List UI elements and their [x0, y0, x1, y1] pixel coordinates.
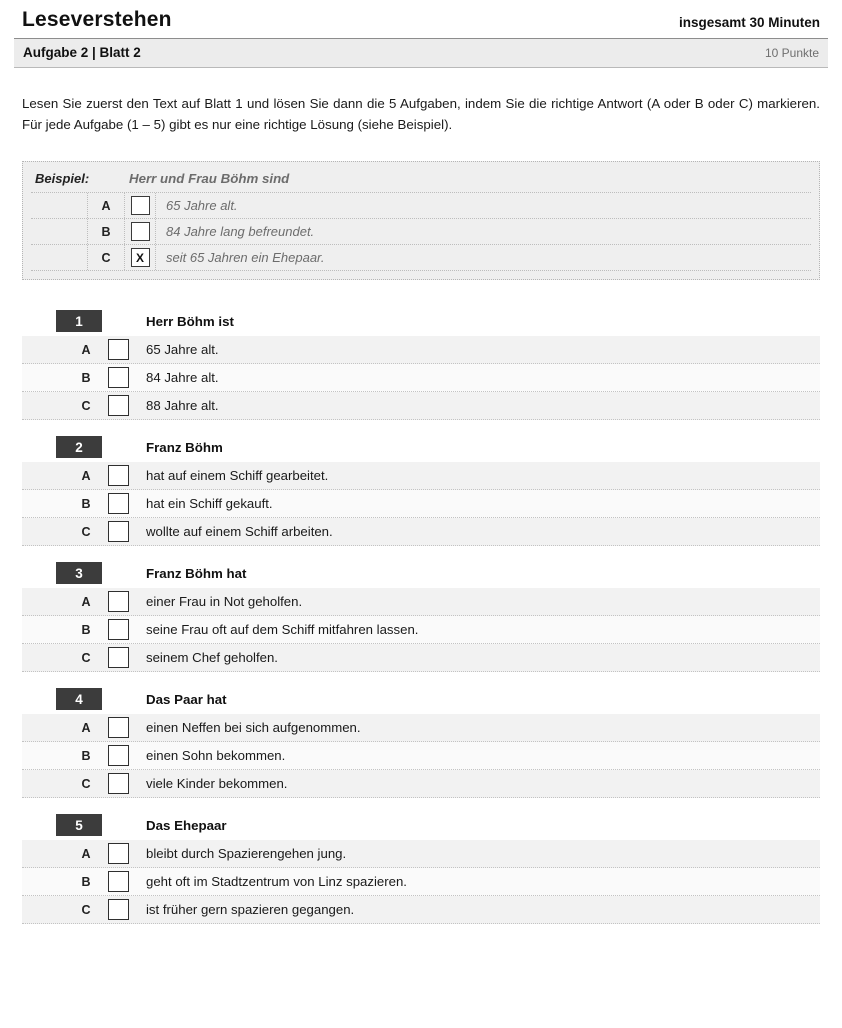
- option-checkbox-cell: [102, 392, 134, 419]
- example-checkbox-cell: [125, 193, 156, 218]
- example-option-letter: B: [87, 219, 125, 244]
- option-row[interactable]: [22, 462, 820, 490]
- option-text: wollte auf einem Schiff arbeiten.: [146, 524, 333, 540]
- option-checkbox[interactable]: [108, 619, 129, 640]
- option-checkbox-cell: [102, 336, 134, 363]
- question-item: [22, 562, 820, 672]
- total-time-label: insgesamt 30 Minuten: [678, 15, 820, 30]
- option-letter: C: [81, 776, 91, 791]
- points-label: 10 Punkte: [764, 45, 819, 60]
- question-header: [22, 310, 820, 332]
- option-checkbox[interactable]: [108, 717, 129, 738]
- example-stem: Herr und Frau Böhm sind: [129, 171, 290, 187]
- option-checkbox[interactable]: [108, 647, 129, 668]
- example-checkbox-cell: [125, 245, 156, 270]
- question-header: [22, 436, 820, 458]
- option-letter: B: [81, 748, 91, 763]
- example-option-letter: A: [87, 193, 125, 218]
- option-letter: A: [81, 342, 91, 357]
- question-item: [22, 814, 820, 924]
- questions-list: [22, 310, 820, 924]
- option-text: hat ein Schiff gekauft.: [146, 496, 273, 512]
- question-stem: Das Paar hat: [146, 691, 227, 707]
- option-row[interactable]: [22, 392, 820, 420]
- option-letter: C: [81, 524, 91, 539]
- option-letter: B: [81, 874, 91, 889]
- example-option-row: [31, 192, 811, 218]
- question-header: [22, 688, 820, 710]
- question-header: [22, 814, 820, 836]
- example-checkbox-cell: [125, 219, 156, 244]
- question-number: 2: [56, 436, 102, 458]
- example-option-text: 84 Jahre lang befreundet.: [166, 224, 315, 240]
- option-letter: C: [81, 902, 91, 917]
- option-text: ist früher gern spazieren gegangen.: [146, 902, 355, 918]
- option-checkbox[interactable]: [108, 899, 129, 920]
- example-option-row: [31, 218, 811, 244]
- option-checkbox-cell: [102, 490, 134, 517]
- option-row[interactable]: [22, 490, 820, 518]
- option-text: einen Sohn bekommen.: [146, 748, 286, 764]
- option-text: viele Kinder bekommen.: [146, 776, 288, 792]
- option-row[interactable]: [22, 868, 820, 896]
- question-stem: Franz Böhm: [146, 439, 223, 455]
- option-text: hat auf einem Schiff gearbeitet.: [146, 468, 329, 484]
- example-option-text: 65 Jahre alt.: [166, 198, 238, 214]
- task-label: Aufgabe 2 | Blatt 2: [23, 45, 141, 60]
- question-number: 1: [56, 310, 102, 332]
- question-stem: Das Ehepaar: [146, 817, 227, 833]
- question-number: 5: [56, 814, 102, 836]
- example-checkbox[interactable]: [131, 222, 150, 241]
- option-letter: A: [81, 720, 91, 735]
- option-row[interactable]: [22, 896, 820, 924]
- example-checkbox-checked[interactable]: X: [131, 248, 150, 267]
- option-checkbox[interactable]: [108, 493, 129, 514]
- example-label: Beispiel:: [35, 171, 90, 187]
- option-letter: C: [81, 398, 91, 413]
- task-bar: [14, 39, 828, 68]
- option-checkbox-cell: [102, 742, 134, 769]
- page-header: [14, 0, 828, 39]
- example-header: [31, 168, 811, 192]
- option-checkbox-cell: [102, 896, 134, 923]
- option-text: bleibt durch Spazierengehen jung.: [146, 846, 347, 862]
- question-number: 3: [56, 562, 102, 584]
- option-checkbox[interactable]: [108, 367, 129, 388]
- question-number: 4: [56, 688, 102, 710]
- option-checkbox[interactable]: [108, 465, 129, 486]
- option-text: einer Frau in Not geholfen.: [146, 594, 303, 610]
- example-block: [22, 161, 820, 280]
- option-checkbox[interactable]: [108, 843, 129, 864]
- option-checkbox-cell: [102, 462, 134, 489]
- option-text: 84 Jahre alt.: [146, 370, 219, 386]
- option-checkbox-cell: [102, 364, 134, 391]
- question-header: [22, 562, 820, 584]
- option-checkbox-cell: [102, 840, 134, 867]
- option-checkbox[interactable]: [108, 339, 129, 360]
- option-letter: A: [81, 846, 91, 861]
- option-letter: A: [81, 594, 91, 609]
- example-option-row: [31, 244, 811, 271]
- option-row[interactable]: [22, 364, 820, 392]
- option-checkbox-cell: [102, 868, 134, 895]
- example-option-text: seit 65 Jahren ein Ehepaar.: [166, 250, 325, 266]
- option-letter: B: [81, 622, 91, 637]
- option-text: 88 Jahre alt.: [146, 398, 219, 414]
- option-letter: B: [81, 496, 91, 511]
- example-checkbox[interactable]: [131, 196, 150, 215]
- instructions-text: Lesen Sie zuerst den Text auf Blatt 1 und lösen Sie dann die 5 Aufgaben, indem Sie die richtige Antwort (A oder B oder C) markieren. Für jede Aufgabe (1 – 5) gibt es nur eine richtige Lösung (siehe Beispiel).: [22, 96, 820, 132]
- option-letter: C: [81, 650, 91, 665]
- option-row[interactable]: [22, 840, 820, 868]
- option-checkbox[interactable]: [108, 521, 129, 542]
- option-row[interactable]: [22, 644, 820, 672]
- example-option-letter: C: [87, 245, 125, 270]
- option-checkbox-cell: [102, 770, 134, 797]
- option-row[interactable]: [22, 336, 820, 364]
- option-row[interactable]: [22, 742, 820, 770]
- question-stem: Herr Böhm ist: [146, 313, 234, 329]
- option-checkbox-cell: [102, 714, 134, 741]
- option-row[interactable]: [22, 770, 820, 798]
- option-text: einen Neffen bei sich aufgenommen.: [146, 720, 361, 736]
- option-text: seinem Chef geholfen.: [146, 650, 278, 666]
- option-checkbox-cell: [102, 588, 134, 615]
- option-checkbox[interactable]: [108, 871, 129, 892]
- option-row[interactable]: [22, 588, 820, 616]
- option-checkbox[interactable]: [108, 591, 129, 612]
- question-item: [22, 436, 820, 546]
- option-checkbox-cell: [102, 518, 134, 545]
- option-checkbox[interactable]: [108, 773, 129, 794]
- option-letter: A: [81, 468, 91, 483]
- page-title: Leseverstehen: [22, 8, 172, 31]
- option-checkbox-cell: [102, 616, 134, 643]
- option-checkbox[interactable]: [108, 395, 129, 416]
- option-text: 65 Jahre alt.: [146, 342, 219, 358]
- option-text: seine Frau oft auf dem Schiff mitfahren lassen.: [146, 622, 419, 638]
- question-item: [22, 310, 820, 420]
- option-letter: B: [81, 370, 91, 385]
- option-checkbox-cell: [102, 644, 134, 671]
- question-stem: Franz Böhm hat: [146, 565, 247, 581]
- option-row[interactable]: [22, 714, 820, 742]
- option-text: geht oft im Stadtzentrum von Linz spazieren.: [146, 874, 407, 890]
- option-row[interactable]: [22, 518, 820, 546]
- option-checkbox[interactable]: [108, 745, 129, 766]
- question-item: [22, 688, 820, 798]
- option-row[interactable]: [22, 616, 820, 644]
